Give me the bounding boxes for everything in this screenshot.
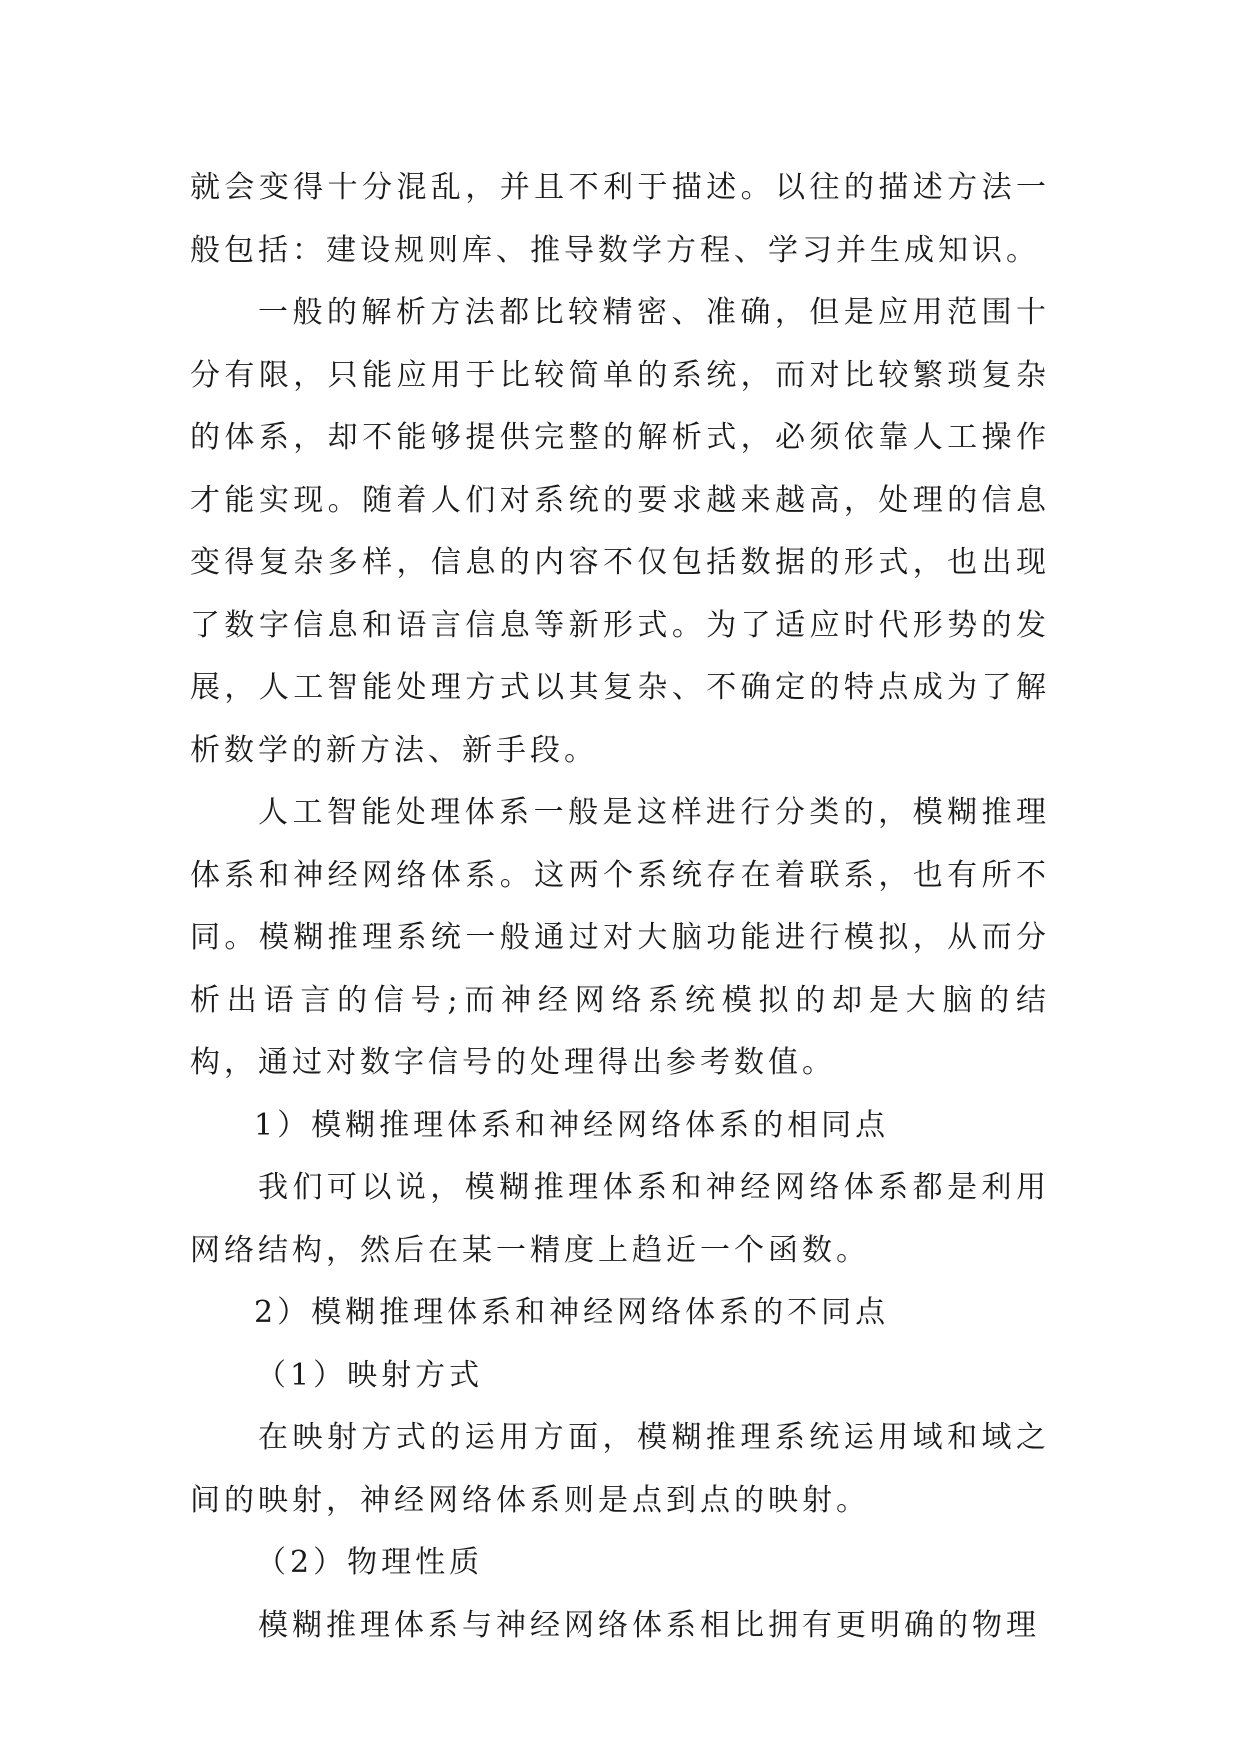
heading-similarities: 1）模糊推理体系和神经网络体系的相同点 — [254, 1107, 890, 1143]
subheading-physical: （2）物理性质 — [256, 1545, 484, 1580]
paragraph-6: 模糊推理体系与神经网络体系相比拥有更明确的物理 — [258, 1607, 1040, 1643]
heading-differences: 2）模糊推理体系和神经网络体系的不同点 — [254, 1295, 890, 1330]
paragraph-2: 一般的解析方法都比较精密、准确，但是应用范围十分有限，只能应用于比较简单的系统，而对比较繁琐复杂的体系，却不能够提供完整的解析式，必须依靠人工操作才能实现。随着人们对系统的要求越来越高，处理的信息变得复杂多样，信息的内容不仅包括数据的形式，也出现了数字信息和语言信息等新形式。为了适应时代形势的发展，人工智能处理方式以其复杂、不确定的特点成为了解析数学的新方法、新手段。 — [190, 295, 1050, 768]
subheading-mapping: （1）映射方式 — [256, 1357, 484, 1393]
paragraph-4: 我们可以说，模糊推理体系和神经网络体系都是利用网络结构，然后在某一精度上趋近一个函数。 — [190, 1170, 1050, 1268]
paragraph-5: 在映射方式的运用方面，模糊推理系统运用域和域之间的映射，神经网络体系则是点到点的映射。 — [190, 1420, 1050, 1518]
body-text — [190, 157, 1050, 1657]
paragraph-1: 就会变得十分混乱，并且不利于描述。以往的描述方法一般包括：建设规则库、推导数学方程、学习并生成知识。 — [190, 170, 1050, 268]
paragraph-3: 人工智能处理体系一般是这样进行分类的，模糊推理体系和神经网络体系。这两个系统存在着联系，也有所不同。模糊推理系统一般通过对大脑功能进行模拟，从而分析出语言的信号;而神经网络系统模拟的却是大脑的结构，通过对数字信号的处理得出参考数值。 — [190, 795, 1050, 1080]
